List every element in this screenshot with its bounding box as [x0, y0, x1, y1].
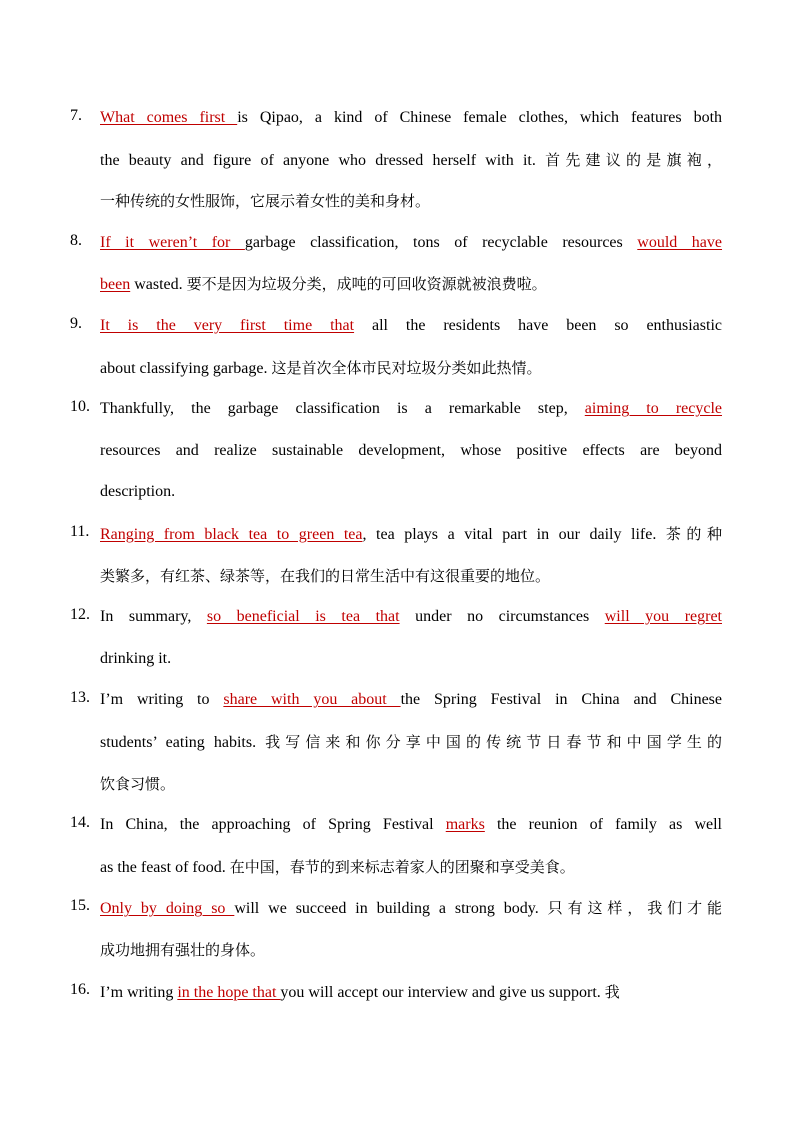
item-number: 7.: [70, 107, 82, 124]
text-line: [100, 232, 722, 254]
item-number: 14.: [70, 814, 90, 832]
sentence-text: about classifying garbage.: [100, 359, 272, 377]
text-line: [100, 481, 175, 503]
text-line: [100, 773, 175, 795]
sentence-text: the beauty and figure of anyone who dressed herself with it.: [100, 151, 546, 169]
answer-phrase: aiming to recycle: [584, 400, 722, 418]
sentence-text: under no circumstances: [399, 608, 605, 626]
item-number: 9.: [70, 315, 82, 332]
text-line: [100, 149, 722, 171]
answer-phrase: It is the very first time that: [100, 317, 355, 334]
text-line: [100, 731, 722, 753]
sentence-text: In China, the approaching of Spring Festival: [100, 816, 446, 834]
item-number: 10.: [70, 398, 90, 416]
chinese-translation: 要不是因为垃圾分类，成吨的可回收资源就被浪费啦。: [186, 275, 547, 294]
sentence-text: will we succeed in building a strong body.: [234, 900, 548, 918]
text-line: [100, 357, 542, 379]
chinese-translation: 首先建议的是旗袍，: [545, 150, 722, 169]
text-line: [100, 523, 722, 545]
sentence-text: I’m writing to: [100, 691, 224, 709]
answer-phrase: share with you about: [223, 691, 401, 709]
sentence-text: all the residents have been so enthusiastic: [354, 317, 722, 334]
text-line: [100, 856, 575, 878]
text-line: [100, 897, 722, 919]
chinese-translation: 茶的种: [665, 525, 722, 543]
answer-phrase: would have: [637, 233, 723, 251]
chinese-translation: 类繁多，有红茶、绿茶等，在我们的日常生活中有这很重要的地位。: [100, 566, 551, 585]
answer-phrase: will you regret: [604, 608, 722, 626]
chinese-translation: 这是首次全体市民对垃圾分类如此热情。: [271, 358, 542, 377]
sentence-text: wasted.: [130, 276, 187, 294]
item-number: 13.: [70, 689, 90, 707]
sentence-text: students’ eating habits.: [100, 733, 266, 751]
text-line: [100, 565, 550, 587]
sentence-text: description.: [100, 483, 176, 501]
text-line: [100, 939, 265, 961]
sentence-text: In summary,: [100, 608, 207, 626]
text-line: [100, 606, 722, 628]
sentence-text: Thankfully, the garbage classification is a remarkable step,: [100, 400, 585, 418]
text-line: [100, 814, 722, 836]
chinese-translation: 一种传统的女性服饰，它展示着女性的美和身材。: [100, 192, 431, 211]
text-line: [100, 273, 547, 295]
sentence-text: the reunion of family as well: [484, 816, 722, 834]
sentence-text: drinking it.: [100, 649, 172, 667]
text-line: [100, 981, 620, 1003]
text-line: [100, 689, 722, 711]
text-line: [100, 398, 722, 420]
answer-phrase: been: [100, 276, 131, 294]
answer-phrase: so beneficial is tea that: [206, 608, 400, 626]
answer-phrase: If it weren’t for: [100, 233, 245, 251]
chinese-translation: 我: [604, 982, 620, 1001]
answer-phrase: marks: [445, 816, 485, 834]
sentence-text: as the feast of food.: [100, 858, 230, 876]
answer-phrase: Only by doing so: [100, 900, 235, 918]
chinese-translation: 只有这样，我们才能: [547, 899, 722, 918]
item-number: 15.: [70, 897, 90, 915]
item-number: 8.: [70, 231, 82, 249]
answer-phrase: Ranging from black tea to green tea: [100, 526, 363, 543]
text-line: [100, 440, 722, 462]
chinese-translation: 我写信来和你分享中国的传统节日春节和中国学生的: [265, 732, 722, 751]
sentence-text: is Qipao, a kind of Chinese female clothes, which features both: [237, 109, 723, 126]
sentence-text: you will accept our interview and give us support.: [280, 983, 605, 1001]
sentence-text: I’m writing: [100, 983, 178, 1001]
text-line: [100, 648, 171, 670]
text-line: [100, 107, 722, 129]
sentence-text: the Spring Festival in China and Chinese: [400, 691, 723, 709]
sentence-text: resources and realize sustainable development, whose positive effects are beyond: [100, 441, 722, 459]
chinese-translation: 在中国，春节的到来标志着家人的团聚和享受美食。: [229, 857, 575, 876]
item-number: 16.: [70, 980, 90, 998]
text-line: [100, 190, 430, 212]
answer-phrase: in the hope that: [177, 983, 281, 1001]
text-line: [100, 315, 722, 337]
sentence-text: , tea plays a vital part in our daily life.: [362, 526, 666, 543]
chinese-translation: 成功地拥有强壮的身体。: [100, 940, 266, 959]
sentence-text: garbage classification, tons of recyclable resources: [244, 233, 638, 251]
chinese-translation: 饮食习惯。: [100, 774, 176, 793]
item-number: 11.: [70, 523, 90, 540]
answer-phrase: What comes first: [100, 109, 238, 126]
item-number: 12.: [70, 606, 90, 624]
